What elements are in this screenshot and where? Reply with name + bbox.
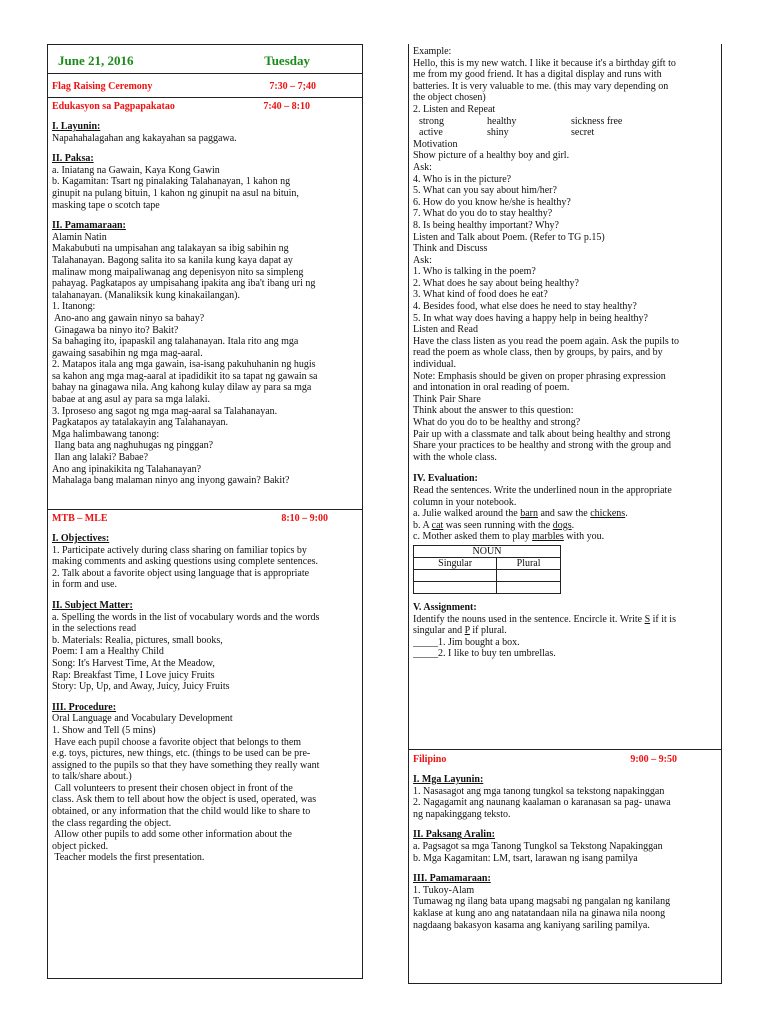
left-column	[47, 44, 363, 979]
esp-title: Edukasyon sa Pagpapakatao	[52, 101, 175, 112]
esp-line	[52, 211, 358, 220]
esp-line: a. Iniatang na Gawain, Kaya Kong Gawin	[52, 164, 220, 176]
esp-line: sa kahon ang mga mag-aaral at ipadidikit ito sa tapat ng gawain sa	[52, 370, 318, 382]
filipino-line	[413, 765, 717, 774]
procedure-line: 3. What kind of food does he eat?	[413, 289, 548, 301]
esp-line	[52, 112, 358, 121]
procedure-line: 5. In what way does having a happy help in being healthy?	[413, 312, 648, 324]
esp-line: ginupit na pulang bituin, 1 kahon ng ginupit na asul na bituin,	[52, 187, 299, 199]
esp-line: 1. Itanong:	[52, 301, 96, 313]
esp-line: Ilang bata ang naghuhugas ng pinggan?	[52, 440, 214, 452]
filipino-line: III. Pamamaraan:	[413, 873, 491, 885]
filipino-line: II. Paksang Aralin:	[413, 829, 495, 841]
noun-col-plural: Plural	[497, 557, 561, 569]
example-line: Example:	[413, 46, 452, 57]
procedure-line: individual.	[413, 359, 457, 371]
mtb-line: Story: Up, Up, and Away, Juicy, Juicy Fruits	[52, 681, 230, 693]
procedure-line: Share your practices to be healthy and strong with the group and	[413, 440, 671, 452]
evaluation-intro-1: Read the sentences. Write the underlined noun in the appropriate	[413, 484, 672, 496]
mtb-line: to talk/share about.)	[52, 771, 132, 783]
procedure-line: Listen and Read	[413, 324, 478, 336]
mtb-time: 8:10 – 9:00	[281, 513, 328, 524]
esp-line: II. Paksa:	[52, 153, 94, 165]
procedure-line: 4. Who is in the picture?	[413, 173, 512, 185]
mtb-line: assigned to the pupils so that they have something they really want	[52, 759, 320, 771]
procedure-line: Think and Discuss	[413, 243, 488, 255]
filipino-content	[413, 765, 717, 931]
esp-time: 7:40 – 8:10	[263, 101, 310, 112]
procedure-line: 1. Who is talking in the poem?	[413, 266, 536, 278]
esp-line: babae at ang asul ay para sa mga lalaki.	[52, 394, 210, 406]
esp-content	[52, 112, 358, 487]
evaluation-item-a: a. Julie walked around the barn and saw the chickens.	[413, 508, 628, 520]
procedure-content	[413, 139, 717, 464]
procedure-line: 8. Is being healthy important? Why?	[413, 219, 559, 231]
esp-line: II. Pamamaraan:	[52, 220, 126, 232]
mtb-line: in form and use.	[52, 579, 117, 591]
esp-line: 2. Matapos itala ang mga gawain, isa-isang pakuhuhanin ng hugis	[52, 359, 316, 371]
mtb-line: 1. Show and Tell (5 mins)	[52, 724, 156, 736]
esp-line: Makabubuti na umpisahan ang talakayan sa ibig sabihin ng	[52, 243, 289, 255]
esp-line: bahay na ginagawa nila. Ang kahong kulay dilaw ay para sa mga	[52, 382, 312, 394]
example-line: batteries. It is very valuable to me. (this may vary depending on	[413, 80, 669, 92]
esp-line: Alamin Natin	[52, 231, 107, 243]
esp-line: Mahalaga bang malaman ninyo ang inyong gawain? Bakit?	[52, 475, 290, 487]
mtb-line	[52, 524, 358, 533]
esp-line: Ilan ang lalaki? Babae?	[52, 452, 149, 464]
noun-table-title: NOUN	[414, 545, 561, 557]
mtb-line	[52, 591, 358, 600]
mtb-line: b. Materials: Realia, pictures, small books,	[52, 634, 223, 646]
mtb-line: making comments and asking questions using complete sentences.	[52, 556, 319, 568]
day: Tuesday	[264, 53, 310, 68]
assignment-item-1: _____1. Jim bought a box.	[413, 636, 520, 648]
procedure-line: 6. How do you know he/she is healthy?	[413, 196, 571, 208]
filipino-line	[413, 864, 717, 873]
esp-line: pahayag. Pagkatapos ay umpisahang ipakita ang iba't ibang uri ng	[52, 278, 316, 290]
vocab-word: shiny	[487, 127, 509, 139]
esp-line: malinaw mong maipaliwanag ang depenisyon nito sa simpleng	[52, 266, 304, 278]
procedure-line: Listen and Talk about Poem. (Refer to TG p.15)	[413, 231, 605, 243]
filipino-header	[413, 754, 717, 765]
noun-cell	[497, 581, 561, 593]
vocab-list	[413, 116, 717, 139]
procedure-line: 4. Besides food, what else does he need to stay healthy?	[413, 301, 637, 313]
example-line: Hello, this is my new watch. I like it because it's a birthday gift to	[413, 57, 676, 69]
filipino-line: kaklase at kung ano ang natatandaan nila na ginawa nila noong	[413, 907, 666, 919]
procedure-line: Motivation	[413, 138, 458, 150]
filipino-line: ng napakinggang teksto.	[413, 808, 511, 820]
filipino-line: 1. Tukoy-Alam	[413, 884, 475, 896]
date-header	[48, 45, 362, 74]
noun-cell	[414, 569, 497, 581]
mtb-line: Call volunteers to present their chosen object in front of the	[52, 782, 293, 794]
esp-line: gawaing sasabihin ng mga mag-aaral.	[52, 347, 203, 359]
esp-line: I. Layunin:	[52, 121, 101, 132]
assignment-heading: V. Assignment:	[413, 601, 477, 613]
example-line: me from my good friend. It has a digital display and runs with	[413, 69, 662, 81]
evaluation-item-c: c. Mother asked them to play marbles with you.	[413, 531, 605, 543]
mtb-line: III. Procedure:	[52, 701, 117, 713]
mtb-line: the class regarding the object.	[52, 817, 172, 829]
assignment-line-1: Identify the nouns used in the sentence. Encircle it. Write S if it is	[413, 613, 676, 625]
mtb-content	[52, 524, 358, 864]
procedure-line: What do you do to be healthy and strong?	[413, 417, 581, 428]
noun-cell	[414, 581, 497, 593]
flag-ceremony-row	[48, 74, 362, 98]
mtb-line: Song: It's Harvest Time, At the Meadow,	[52, 657, 215, 669]
mtb-line: Allow other pupils to add some other information about the	[52, 829, 292, 841]
mtb-section	[48, 510, 362, 867]
esp-line: Sa bahaging ito, ipapaskil ang talahanayan. Itala rito ang mga	[52, 336, 299, 348]
procedure-line: read the poem as whole class, then by groups, by pairs, and by	[413, 347, 663, 359]
mtb-line: a. Spelling the words in the list of vocabulary words and the words	[52, 611, 320, 623]
mtb-line: I. Objectives:	[52, 533, 110, 544]
evaluation-intro-2: column in your notebook.	[413, 496, 517, 508]
mtb-line: object picked.	[52, 840, 109, 852]
mtb-line: in the selections read	[52, 623, 137, 635]
filipino-time: 9:00 – 9:50	[630, 754, 677, 765]
right-column	[408, 44, 722, 984]
esp-line: Ginagawa ba ninyo ito? Bakit?	[52, 324, 179, 336]
example-line: 2. Listen and Repeat	[413, 103, 496, 115]
vocab-word: secret	[571, 127, 595, 139]
mtb-line: 1. Participate actively during class sharing on familiar topics by	[52, 544, 307, 556]
esp-header	[52, 101, 358, 112]
filipino-line: I. Mga Layunin:	[413, 774, 484, 785]
filipino-line	[413, 820, 717, 829]
filipino-title: Filipino	[413, 754, 447, 765]
procedure-line: 5. What can you say about him/her?	[413, 185, 557, 197]
esp-line: Ano-ano ang gawain ninyo sa bahay?	[52, 312, 205, 324]
procedure-line: 2. What does he say about being healthy?	[413, 277, 579, 289]
vocab-word: strong	[419, 115, 444, 127]
procedure-line: Think Pair Share	[413, 393, 481, 405]
vocab-word: active	[419, 127, 443, 139]
mtb-line: obtained, or any information that the child would like to share to	[52, 806, 311, 818]
procedure-line: Ask:	[413, 254, 432, 266]
mtb-continued-section	[409, 44, 721, 750]
esp-line	[52, 144, 358, 153]
filipino-line: Tumawag ng ilang bata upang magsabi ng pangalan ng kanilang	[413, 896, 671, 908]
flag-time: 7:30 – 7;40	[269, 81, 316, 92]
noun-table	[413, 545, 561, 594]
mtb-line	[52, 693, 358, 702]
example-line: the object chosen)	[413, 92, 486, 104]
procedure-line: with the whole class.	[413, 451, 497, 463]
evaluation-item-b: b. A cat was seen running with the dogs.	[413, 519, 575, 531]
filipino-line: 1. Nasasagot ang mga tanong tungkol sa tekstong napakinggan	[413, 785, 665, 797]
mtb-line: 2. Talk about a favorite object using language that is appropriate	[52, 567, 310, 579]
mtb-line: Rap: Breakfast Time, I Love juicy Fruits	[52, 669, 215, 681]
mtb-header	[52, 513, 358, 524]
esp-line: 3. Iproseso ang sagot ng mga mag-aaral sa Talahanayan.	[52, 405, 278, 417]
vocab-row	[413, 116, 717, 128]
vocab-word: healthy	[487, 115, 517, 127]
procedure-line: Pair up with a classmate and talk about being healthy and strong	[413, 428, 671, 440]
noun-col-singular: Singular	[414, 557, 497, 569]
procedure-line: Ask:	[413, 161, 432, 173]
esp-line: talahanayan. (Manaliksik kung kinakailangan).	[52, 289, 240, 301]
esp-section	[48, 98, 362, 510]
filipino-section	[409, 750, 721, 934]
esp-line: Pagkatapos ay tatalakayin ang Talahanayan.	[52, 417, 228, 429]
mtb-line: Oral Language and Vocabulary Development	[52, 713, 233, 725]
example-content	[413, 46, 717, 116]
esp-line: Napahahalagahan ang kakayahan sa paggawa.	[52, 132, 237, 144]
flag-title: Flag Raising Ceremony	[52, 81, 153, 92]
esp-line: Mga halimbawang tanong:	[52, 428, 160, 440]
esp-line: Ano ang ipinakikita ng Talahanayan?	[52, 463, 202, 475]
assignment-item-2: _____2. I like to buy ten umbrellas.	[413, 648, 556, 660]
procedure-line: 7. What do you do to stay healthy?	[413, 208, 553, 220]
assignment-line-2: singular and P if plural.	[413, 625, 507, 637]
vocab-word: sickness free	[571, 115, 623, 127]
procedure-line: Think about the answer to this question:	[413, 405, 574, 417]
esp-line: b. Kagamitan: Tsart ng pinalaking Talahanayan, 1 kahon ng	[52, 176, 291, 188]
procedure-line: Have the class listen as you read the poem again. Ask the pupils to	[413, 335, 680, 347]
esp-line: Talahanayan. Bagong salita ito sa kanila kung kaya dapat ay	[52, 254, 293, 266]
date: June 21, 2016	[58, 53, 134, 68]
procedure-line: and intonation in oral reading of poem.	[413, 382, 570, 394]
mtb-line: Poem: I am a Healthy Child	[52, 646, 164, 658]
mtb-line: II. Subject Matter:	[52, 599, 133, 611]
noun-cell	[497, 569, 561, 581]
mtb-line: e.g. toys, pictures, new things, etc. (things to be used can be pre-	[52, 748, 311, 760]
esp-line: masking tape o scotch tape	[52, 199, 160, 211]
mtb-line: Teacher models the first presentation.	[52, 852, 205, 864]
procedure-line: Note: Emphasis should be given on proper phrasing expression	[413, 370, 666, 382]
evaluation-heading: IV. Evaluation:	[413, 473, 478, 485]
mtb-line: Have each pupil choose a favorite object that belongs to them	[52, 736, 302, 748]
mtb-title: MTB – MLE	[52, 513, 108, 524]
filipino-line: 2. Nagagamit ang naunang kaalaman o karanasan sa pag- unawa	[413, 797, 671, 809]
filipino-line: a. Pagsagot sa mga Tanong Tungkol sa Tekstong Napakinggan	[413, 840, 663, 852]
procedure-line: Show picture of a healthy boy and girl.	[413, 150, 570, 162]
filipino-line: nagdaang bakasyon kasama ang kaniyang sariling pamilya.	[413, 919, 650, 931]
filipino-line: b. Mga Kagamitan: LM, tsart, larawan ng isang pamilya	[413, 852, 638, 864]
mtb-line: class. Ask them to tell about how the object is used, operated, was	[52, 794, 317, 806]
vocab-row	[413, 127, 717, 139]
